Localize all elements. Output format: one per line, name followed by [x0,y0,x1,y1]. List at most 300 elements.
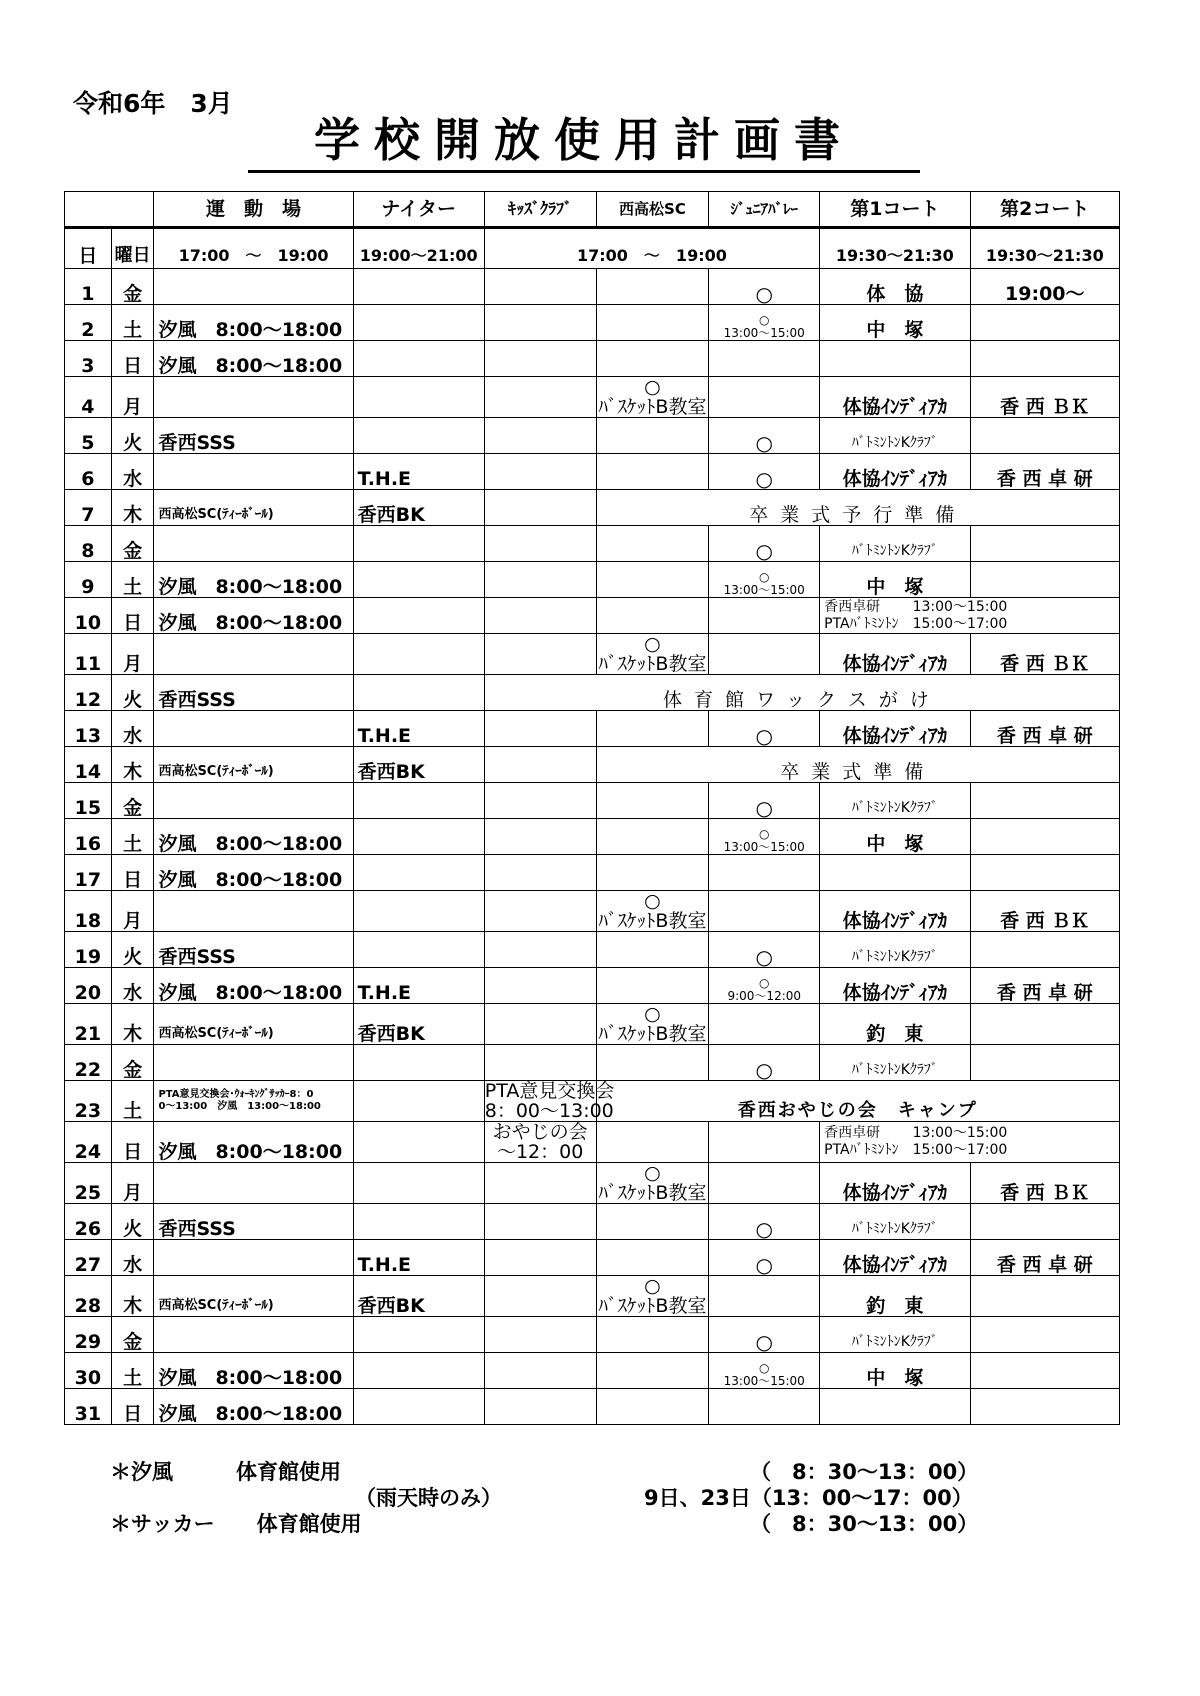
circle-mark: ○ [755,539,773,563]
time-field: 17:00 ～ 19:00 [154,228,353,269]
nighter-cell [353,526,484,562]
weekday-cell: 土 [111,562,154,598]
day-cell: 23 [65,1081,112,1122]
court2-cell [970,855,1119,891]
weekday-cell: 火 [111,418,154,454]
note-rain: （雨天時のみ） [355,1486,502,1510]
court1-cell: 体協ｲﾝﾃﾞｨｱｶ [820,454,970,490]
weekday-cell: 月 [111,891,154,932]
junior-volley-cell [709,1045,820,1081]
field-cell [154,454,353,490]
nighter-cell: T.H.E [353,968,484,1004]
court2-cell: 香 西 卓 研 [970,711,1119,747]
court2-cell [970,1276,1119,1317]
day-cell: 8 [65,526,112,562]
nighter-cell [353,341,484,377]
day-cell: 17 [65,855,112,891]
field-cell [154,526,353,562]
junior-volley-time: 13:00～15:00 [723,583,805,597]
kids-cell [484,1276,596,1317]
day-cell: 15 [65,783,112,819]
table-row [65,1045,1120,1081]
nighter-cell [353,598,484,634]
court2-cell [970,819,1119,855]
weekday-cell: 土 [111,305,154,341]
nishi-sc-cell [596,454,709,490]
junior-volley-cell [709,1389,820,1425]
weekday-cell: 土 [111,1353,154,1389]
junior-volley-cell [709,377,820,418]
nighter-cell [353,1317,484,1353]
nighter-cell [353,1389,484,1425]
kids-cell [484,783,596,819]
circle-mark: ○ [644,890,661,912]
field-cell: 汐風 8:00～18:00 [154,305,353,341]
circle-mark: ○ [755,1217,773,1241]
court1-cell: 体協ｲﾝﾃﾞｨｱｶ [820,1163,970,1204]
court1-cell: ﾊﾞﾄﾐﾝﾄﾝKｸﾗﾌﾞ [820,932,970,968]
nighter-cell [353,891,484,932]
nighter-cell [353,1353,484,1389]
field-cell: 汐風 8:00～18:00 [154,968,353,1004]
nishi-sc-label: ﾊﾞｽｹｯﾄB教室 [598,910,707,932]
kids-cell [484,1240,596,1276]
day-cell: 24 [65,1122,112,1163]
field-cell: 香西SSS [154,418,353,454]
field-cell: 汐風 8:00～18:00 [154,855,353,891]
weekday-cell: 月 [111,634,154,675]
field-cell: 汐風 8:00～18:00 [154,598,353,634]
gym-event-cell: 卒業式予行準備 [596,490,1119,526]
weekday-cell: 火 [111,1204,154,1240]
table-row [65,711,1120,747]
weekday-cell: 月 [111,1163,154,1204]
note-shiokaze: ＊汐風 体育館使用 [110,1460,341,1484]
junior-volley-cell [709,783,820,819]
table-row [65,562,1120,598]
circle-mark: ○ [644,1003,661,1025]
court1-cell: 体協ｲﾝﾃﾞｨｱｶ [820,891,970,932]
field-cell: PTA意見交換会･ｳｫｰｷﾝｸﾞｻｯｶｰ8：0 0～13:00 汐風 13:00～18:00 [154,1081,353,1122]
nishi-sc-cell [596,932,709,968]
weekday-cell: 土 [111,1081,154,1122]
court1-cell: 釣 東 [820,1276,970,1317]
junior-volley-cell [709,711,820,747]
junior-volley-cell [709,932,820,968]
time-nighter: 19:00～21:00 [353,228,484,269]
weekday-cell: 金 [111,1045,154,1081]
court1-cell [820,341,970,377]
header-kids: ｷｯｽﾞｸﾗﾌﾞ [484,192,596,228]
circle-mark: ○ [759,976,770,990]
junior-volley-cell [709,454,820,490]
circle-mark: ○ [644,376,661,398]
field-cell [154,634,353,675]
day-cell: 13 [65,711,112,747]
table-row [65,675,1120,711]
junior-volley-cell [709,598,820,634]
nighter-cell [353,783,484,819]
nishi-sc-cell [596,1204,709,1240]
weekday-cell: 日 [111,341,154,377]
day-cell: 29 [65,1317,112,1353]
nighter-cell [353,1163,484,1204]
table-row [65,1081,1120,1122]
nishi-sc-cell [596,1389,709,1425]
court1-cell: ﾊﾞﾄﾐﾝﾄﾝKｸﾗﾌﾞ [820,1045,970,1081]
kids-cell: おやじの会 ～12：00 [484,1122,596,1163]
nighter-cell [353,1122,484,1163]
nishi-sc-cell [596,598,709,634]
court1-cell: ﾊﾞﾄﾐﾝﾄﾝKｸﾗﾌﾞ [820,418,970,454]
nishi-sc-cell [596,562,709,598]
circle-mark: ○ [759,1361,770,1375]
table-row [65,1240,1120,1276]
junior-volley-cell [709,1317,820,1353]
day-cell: 31 [65,1389,112,1425]
day-cell: 30 [65,1353,112,1389]
nighter-cell [353,634,484,675]
court2-cell [970,305,1119,341]
field-cell: 香西SSS [154,675,353,711]
court2-cell: 19:00～ [970,269,1119,305]
field-cell: 西高松SC(ﾃｨｰﾎﾞｰﾙ) [154,747,353,783]
weekday-cell: 日 [111,598,154,634]
header-court1: 第1コート [820,192,970,228]
header-junior-volley: ｼﾞｭﾆｱﾊﾞﾚｰ [709,192,820,228]
nishi-sc-cell [596,634,709,675]
time-row [65,228,1120,269]
day-cell: 10 [65,598,112,634]
header-court2: 第2コート [970,192,1119,228]
gym-event-cell: 卒業式準備 [596,747,1119,783]
field-cell [154,1163,353,1204]
kids-cell [484,341,596,377]
weekday-cell: 金 [111,783,154,819]
header-blank [65,192,154,228]
nishi-sc-cell [596,1353,709,1389]
nighter-cell: T.H.E [353,1240,484,1276]
field-cell [154,783,353,819]
court2-cell: 香 西 卓 研 [970,454,1119,490]
nighter-cell [353,377,484,418]
header-nighter: ナイター [353,192,484,228]
nishi-sc-cell [596,1004,709,1045]
nishi-sc-cell [596,341,709,377]
table-row [65,891,1120,932]
day-cell: 28 [65,1276,112,1317]
nishi-sc-cell [596,526,709,562]
court2-cell [970,562,1119,598]
field-cell [154,711,353,747]
kids-cell [484,1317,596,1353]
court2-cell: 香 西 卓 研 [970,1240,1119,1276]
court1-cell: ﾊﾞﾄﾐﾝﾄﾝKｸﾗﾌﾞ [820,1204,970,1240]
weekday-cell: 水 [111,1240,154,1276]
table-row [65,1317,1120,1353]
table-row [65,747,1120,783]
court1-cell: 中 塚 [820,819,970,855]
junior-volley-cell [709,891,820,932]
field-cell: 汐風 8:00～18:00 [154,819,353,855]
junior-volley-cell [709,1004,820,1045]
circle-mark: ○ [755,1058,773,1082]
schedule-table [64,191,1120,1425]
nishi-sc-cell [596,819,709,855]
nishi-sc-label: ﾊﾞｽｹｯﾄB教室 [598,1023,707,1045]
note-shiokaze-time: （ 8：30～13：00） [750,1460,979,1484]
weekday-cell: 日 [111,1389,154,1425]
table-row [65,490,1120,526]
day-cell: 27 [65,1240,112,1276]
circle-mark: ○ [644,633,661,655]
weekday-cell: 木 [111,490,154,526]
table-row [65,305,1120,341]
kids-cell [484,269,596,305]
court2-cell [970,1204,1119,1240]
nighter-cell [353,675,484,711]
nighter-cell [353,1204,484,1240]
weekday-cell: 金 [111,269,154,305]
nishi-sc-cell [596,1122,709,1163]
kids-cell [484,1045,596,1081]
circle-mark: ○ [755,431,773,455]
day-cell: 19 [65,932,112,968]
nighter-cell [353,932,484,968]
court2-cell [970,526,1119,562]
kids-cell [484,634,596,675]
header-nishi-sc: 西高松SC [596,192,709,228]
junior-volley-time: 13:00～15:00 [723,1374,805,1388]
day-cell: 22 [65,1045,112,1081]
junior-volley-cell [709,418,820,454]
field-cell [154,269,353,305]
field-cell [154,891,353,932]
kids-cell [484,526,596,562]
junior-volley-time: 9:00～12:00 [727,989,802,1003]
time-gym: 17:00 ～ 19:00 [484,228,819,269]
court-combined-cell: 香西卓研 13:00～15:00 PTAﾊﾞﾄﾐﾝﾄﾝ 15:00～17:00 [820,1122,1120,1163]
field-cell [154,1240,353,1276]
nighter-cell: 香西BK [353,1004,484,1045]
kids-cell [484,305,596,341]
kids-cell [484,932,596,968]
court2-cell [970,1389,1119,1425]
circle-mark: ○ [759,313,770,327]
nighter-cell [353,1081,484,1122]
field-cell: 汐風 8:00～18:00 [154,1353,353,1389]
nishi-sc-cell [596,305,709,341]
kids-cell [484,1353,596,1389]
court1-cell: 体協ｲﾝﾃﾞｨｱｶ [820,634,970,675]
day-cell: 14 [65,747,112,783]
gym-event-cell: 体育館ワックスがけ [484,675,1119,711]
junior-volley-cell [709,1353,820,1389]
junior-volley-cell [709,968,820,1004]
nishi-sc-cell [596,269,709,305]
nighter-cell: 香西BK [353,1276,484,1317]
weekday-cell: 土 [111,819,154,855]
kids-cell: PTA意見交換会 8：00～13:00 [484,1080,615,1122]
nishi-sc-cell [596,1045,709,1081]
junior-volley-cell [709,526,820,562]
weekday-cell: 日 [111,855,154,891]
kids-cell [484,1389,596,1425]
circle-mark: ○ [755,467,773,491]
junior-volley-cell [709,1122,820,1163]
nighter-cell: 香西BK [353,490,484,526]
kids-cell [484,418,596,454]
header-day: 日 [65,228,112,269]
kids-cell [484,490,596,526]
junior-volley-cell [709,1240,820,1276]
day-cell: 26 [65,1204,112,1240]
weekday-cell: 金 [111,1317,154,1353]
nishi-sc-label: ﾊﾞｽｹｯﾄB教室 [598,1295,707,1317]
junior-volley-cell [709,1276,820,1317]
nishi-sc-cell [596,1276,709,1317]
court1-cell: 体協ｲﾝﾃﾞｨｱｶ [820,711,970,747]
table-row [65,341,1120,377]
circle-mark: ○ [755,796,773,820]
kids-cell [484,711,596,747]
day-cell: 6 [65,454,112,490]
kids-cell [484,1163,596,1204]
kids-cell [484,1004,596,1045]
nishi-sc-cell [596,968,709,1004]
kids-cell [484,598,596,634]
junior-volley-cell [709,562,820,598]
table-row [65,634,1120,675]
court1-cell: 中 塚 [820,305,970,341]
court2-cell [970,1353,1119,1389]
table-row [65,418,1120,454]
table-row [65,1004,1120,1045]
field-cell: 西高松SC(ﾃｨｰﾎﾞｰﾙ) [154,1276,353,1317]
weekday-cell: 水 [111,711,154,747]
day-cell: 16 [65,819,112,855]
day-cell: 12 [65,675,112,711]
field-cell: 香西SSS [154,1204,353,1240]
note-soccer: ＊サッカー 体育館使用 [110,1512,362,1536]
junior-volley-cell [709,1204,820,1240]
nishi-sc-label: ﾊﾞｽｹｯﾄB教室 [598,396,707,418]
field-cell: 西高松SC(ﾃｨｰﾎﾞｰﾙ) [154,490,353,526]
nighter-cell [353,418,484,454]
table-row [65,1122,1120,1163]
table-row [65,1389,1120,1425]
circle-mark: ○ [759,827,770,841]
court2-cell [970,1045,1119,1081]
court1-cell: 釣 東 [820,1004,970,1045]
court1-cell: 中 塚 [820,562,970,598]
circle-mark: ○ [755,282,773,306]
field-cell: 西高松SC(ﾃｨｰﾎﾞｰﾙ) [154,1004,353,1045]
junior-volley-cell [709,1163,820,1204]
weekday-cell: 木 [111,1276,154,1317]
court2-cell: 香 西 ＢＫ [970,377,1119,418]
day-cell: 25 [65,1163,112,1204]
field-cell: 汐風 8:00～18:00 [154,341,353,377]
day-cell: 3 [65,341,112,377]
nishi-sc-cell [596,1317,709,1353]
table-row [65,598,1120,634]
nishi-sc-label: ﾊﾞｽｹｯﾄB教室 [598,1182,707,1204]
day-cell: 1 [65,269,112,305]
kids-cell [484,819,596,855]
circle-mark: ○ [755,945,773,969]
weekday-cell: 日 [111,1122,154,1163]
table-row [65,968,1120,1004]
junior-volley-cell [709,855,820,891]
day-cell: 11 [65,634,112,675]
weekday-cell: 金 [111,526,154,562]
table-row [65,819,1120,855]
weekday-cell: 月 [111,377,154,418]
junior-volley-cell [709,634,820,675]
table-row [65,1276,1120,1317]
nighter-cell: T.H.E [353,454,484,490]
nishi-sc-cell [596,418,709,454]
field-cell: 汐風 8:00～18:00 [154,1122,353,1163]
day-cell: 20 [65,968,112,1004]
gym-event-cell: 香西おやじの会 キャンプ [596,1081,1119,1122]
circle-mark: ○ [755,1253,773,1277]
day-cell: 5 [65,418,112,454]
nishi-sc-cell [596,1163,709,1204]
nishi-sc-cell [596,711,709,747]
court1-cell: ﾊﾞﾄﾐﾝﾄﾝKｸﾗﾌﾞ [820,526,970,562]
day-cell: 4 [65,377,112,418]
period-label: 令和6年 3月 [73,89,233,118]
nighter-cell: T.H.E [353,711,484,747]
time-court2: 19:30～21:30 [970,228,1119,269]
day-cell: 21 [65,1004,112,1045]
court1-cell: 体協ｲﾝﾃﾞｨｱｶ [820,968,970,1004]
nighter-cell [353,269,484,305]
court1-cell: ﾊﾞﾄﾐﾝﾄﾝKｸﾗﾌﾞ [820,1317,970,1353]
court1-cell [820,1389,970,1425]
day-cell: 7 [65,490,112,526]
table-row [65,377,1120,418]
table-row [65,783,1120,819]
table-row [65,855,1120,891]
junior-volley-cell [709,269,820,305]
kids-cell [484,855,596,891]
weekday-cell: 火 [111,932,154,968]
court2-cell [970,341,1119,377]
kids-cell [484,968,596,1004]
court1-cell: 体協ｲﾝﾃﾞｨｱｶ [820,1240,970,1276]
nishi-sc-cell [596,891,709,932]
header-row [65,192,1120,228]
header-weekday: 曜日 [111,228,154,269]
kids-cell [484,377,596,418]
court-combined-cell: 香西卓研 13:00～15:00 PTAﾊﾞﾄﾐﾝﾄﾝ 15:00～17:00 [820,598,1120,634]
nighter-cell [353,855,484,891]
junior-volley-cell [709,305,820,341]
table-row [65,269,1120,305]
circle-mark: ○ [644,1275,661,1297]
court2-cell: 香 西 卓 研 [970,968,1119,1004]
nishi-sc-cell [596,855,709,891]
junior-volley-cell [709,819,820,855]
page-title: 学校開放使用計画書 [248,112,920,173]
table-row [65,454,1120,490]
nighter-cell [353,562,484,598]
court2-cell: 香 西 ＢＫ [970,634,1119,675]
table-row [65,1163,1120,1204]
